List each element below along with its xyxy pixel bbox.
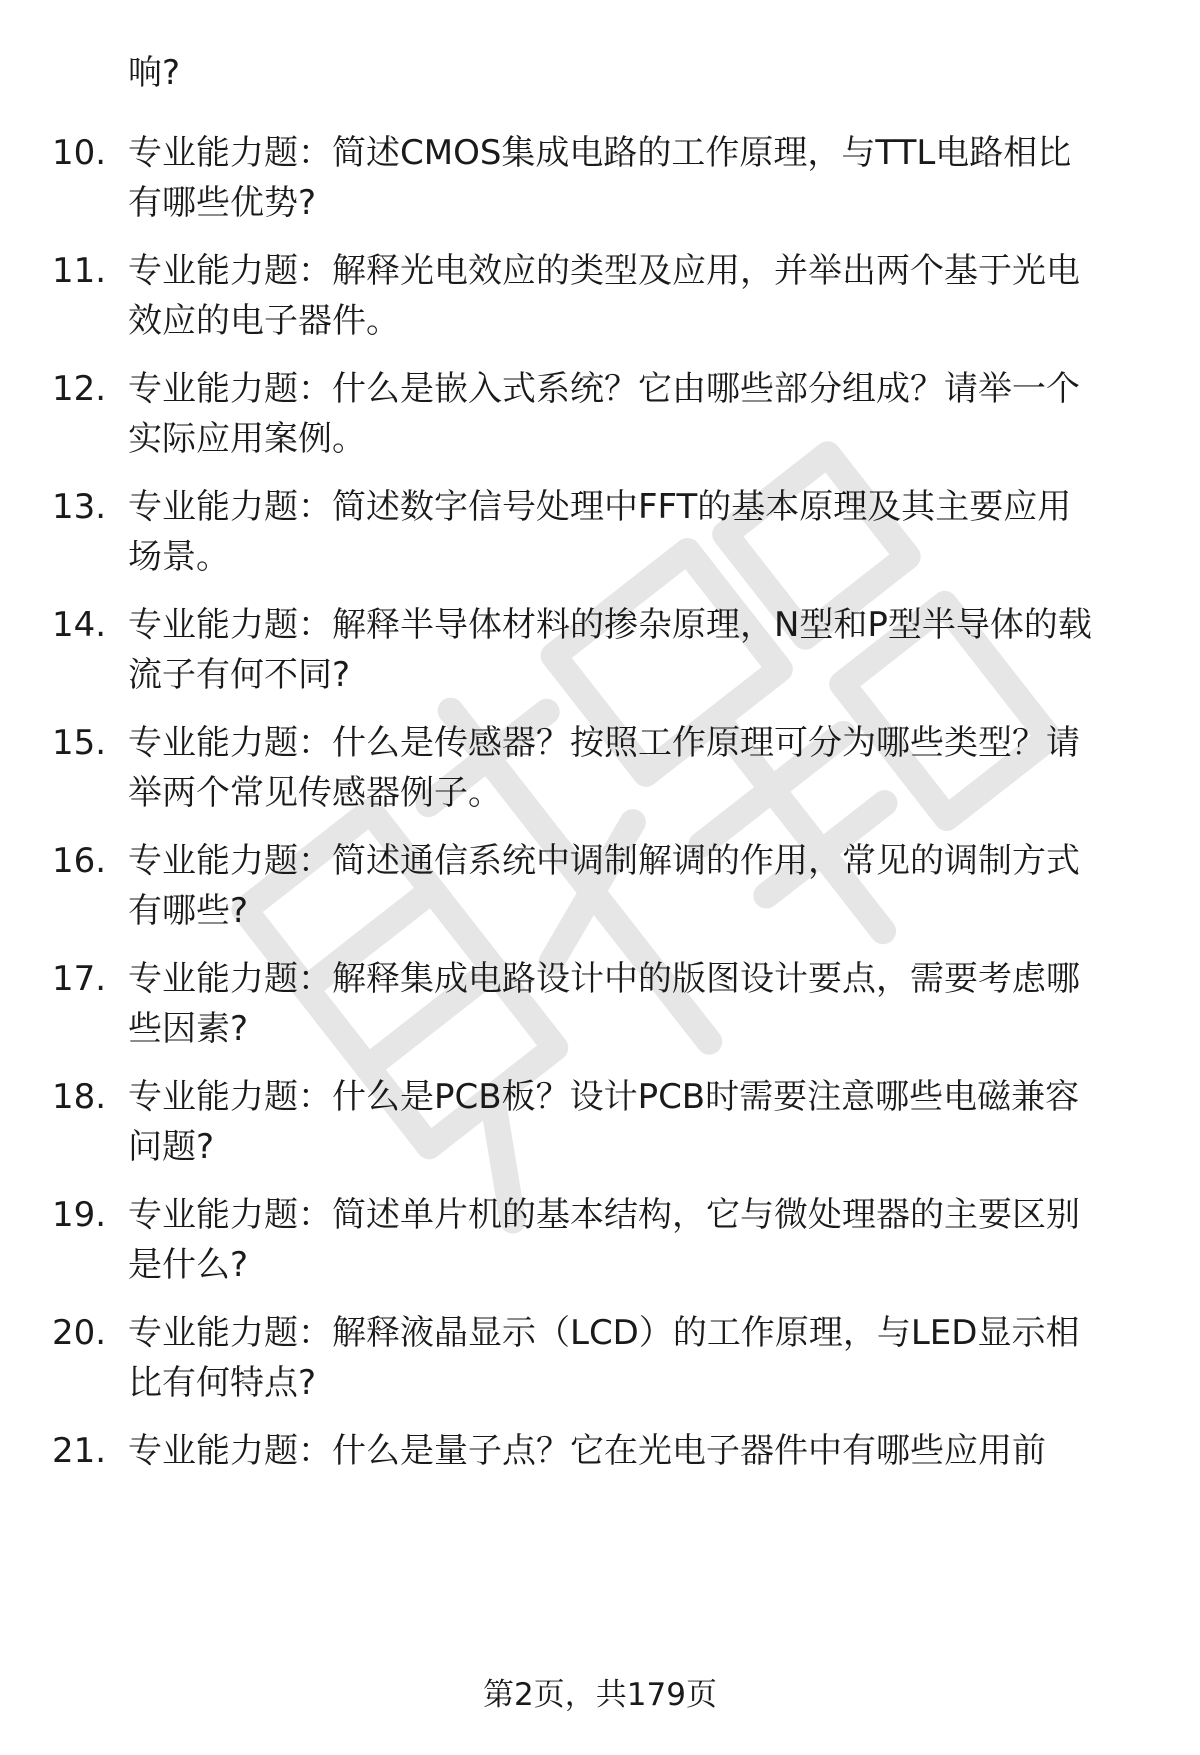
- item-line: 些因素?: [128, 1009, 249, 1049]
- item-number: 18.: [52, 1077, 107, 1117]
- item-line: 专业能力题：简述数字信号处理中FFT的基本原理及其主要应用: [128, 487, 1072, 527]
- item-line: 有哪些优势?: [128, 183, 317, 223]
- item-number: 13.: [52, 487, 107, 527]
- item-text: [128, 246, 1158, 346]
- item-line: 效应的电子器件。: [128, 301, 400, 341]
- item-line: 流子有何不同?: [128, 655, 351, 695]
- item-line: 专业能力题：解释光电效应的类型及应用，并举出两个基于光电: [128, 251, 1080, 291]
- item-line: 专业能力题：简述单片机的基本结构，它与微处理器的主要区别: [128, 1195, 1080, 1235]
- item-number: 19.: [52, 1195, 107, 1235]
- item-text: [128, 1190, 1158, 1290]
- item-text: [128, 954, 1158, 1054]
- item-number: 12.: [52, 369, 107, 409]
- item-line: 场景。: [128, 537, 230, 577]
- item-text: [128, 482, 1158, 582]
- item-line: 举两个常见传感器例子。: [128, 773, 502, 813]
- item-number: 11.: [52, 251, 107, 291]
- item-text: [128, 836, 1158, 936]
- item-line: 比有何特点?: [128, 1363, 317, 1403]
- item-line: 问题?: [128, 1127, 215, 1167]
- item-line: 有哪些?: [128, 891, 249, 931]
- item-number: 21.: [52, 1431, 107, 1471]
- item-text: [128, 1072, 1158, 1172]
- item-number: 16.: [52, 841, 107, 881]
- item-text: [128, 600, 1158, 700]
- item-number: 14.: [52, 605, 107, 645]
- item-number: 15.: [52, 723, 107, 763]
- item-text: [128, 718, 1158, 818]
- continuation-text: 响?: [128, 53, 181, 93]
- item-number: 20.: [52, 1313, 107, 1353]
- item-line: 专业能力题：简述通信系统中调制解调的作用，常见的调制方式: [128, 841, 1080, 881]
- item-text: [128, 128, 1158, 228]
- item-text: [128, 1308, 1158, 1408]
- page-footer: 第2页，共179页: [483, 1677, 717, 1713]
- item-line: 专业能力题：解释液晶显示（LCD）的工作原理，与LED显示相: [128, 1313, 1080, 1353]
- item-line: 专业能力题：解释集成电路设计中的版图设计要点，需要考虑哪: [128, 959, 1080, 999]
- item-text: [128, 364, 1158, 464]
- item-line: 专业能力题：什么是传感器？按照工作原理可分为哪些类型？请: [128, 723, 1080, 763]
- item-line: 是什么?: [128, 1245, 249, 1285]
- item-line: 专业能力题：什么是PCB板？设计PCB时需要注意哪些电磁兼容: [128, 1077, 1080, 1117]
- item-number: 17.: [52, 959, 107, 999]
- item-line: 专业能力题：解释半导体材料的掺杂原理，N型和P型半导体的载: [128, 605, 1092, 645]
- item-number: 10.: [52, 133, 107, 173]
- item-line: 专业能力题：什么是量子点？它在光电子器件中有哪些应用前: [128, 1431, 1046, 1471]
- item-line: 专业能力题：什么是嵌入式系统？它由哪些部分组成？请举一个: [128, 369, 1080, 409]
- item-line: 专业能力题：简述CMOS集成电路的工作原理，与TTL电路相比: [128, 133, 1072, 173]
- item-line: 实际应用案例。: [128, 419, 366, 459]
- item-text: [128, 1426, 1158, 1476]
